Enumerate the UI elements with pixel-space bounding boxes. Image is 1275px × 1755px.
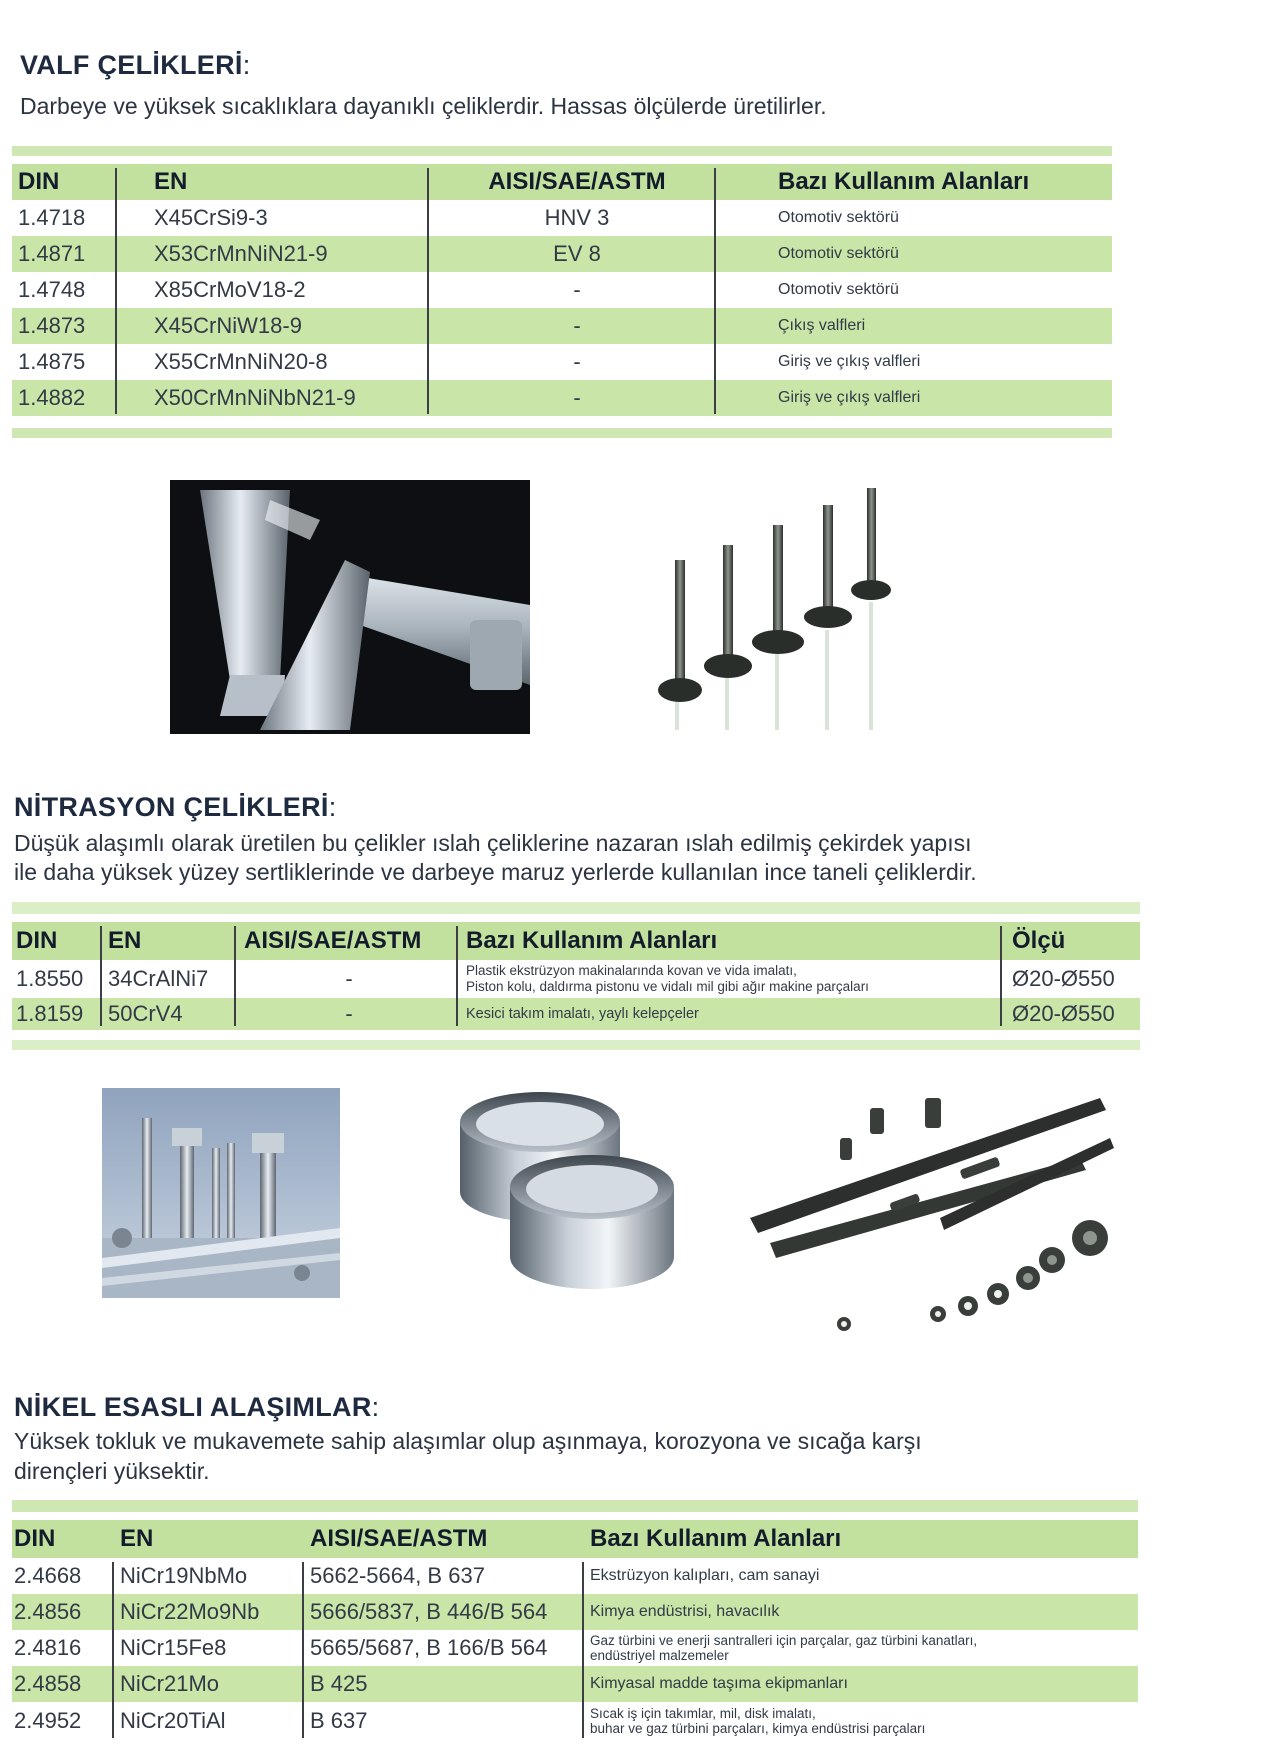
header-en: EN — [108, 927, 142, 954]
cell-usage: Kimya endüstrisi, havacılık — [590, 1603, 780, 1620]
column-divider — [112, 1562, 114, 1738]
table-header-row — [12, 164, 1112, 200]
cell-din: 2.4816 — [14, 1635, 82, 1660]
title-text: NİTRASYON ÇELİKLERİ — [14, 792, 329, 822]
column-divider — [456, 926, 458, 1026]
cell-usage: Kimyasal madde taşıma ekipmanları — [590, 1675, 848, 1692]
usage-line: Plastik ekstrüzyon makinalarında kovan ve vida imalatı, — [466, 963, 797, 978]
usage-line: endüstriyel malzemeler — [590, 1648, 729, 1663]
header-din: DIN — [18, 168, 60, 195]
cell-usage — [590, 1702, 925, 1740]
cell-usage: Ekstrüzyon kalıpları, cam sanayi — [590, 1567, 820, 1584]
cell-en: X85CrMoV18-2 — [154, 277, 306, 302]
section-description: Darbeye ve yüksek sıcaklıklara dayanıklı çeliklerdir. Hassas ölçülerde üretilirler. — [20, 93, 827, 119]
column-divider — [234, 926, 236, 1026]
cell-en: X45CrSi9-3 — [154, 205, 268, 230]
cell-din: 2.4668 — [14, 1563, 82, 1588]
cell-en: 34CrAlNi7 — [108, 966, 209, 991]
table-row — [12, 998, 1140, 1030]
valve-steels-table — [12, 164, 1112, 418]
engine-valves-photo — [655, 480, 965, 730]
cell-en: NiCr22Mo9Nb — [120, 1599, 260, 1624]
cell-en: NiCr20TiAl — [120, 1708, 226, 1733]
table-row — [12, 1630, 1138, 1666]
title-text: VALF ÇELİKLERİ — [20, 50, 243, 80]
header-din: DIN — [14, 1525, 56, 1552]
cell-size: Ø20-Ø550 — [1012, 1001, 1115, 1026]
section-description-line: ile daha yüksek yüzey sertliklerinde ve darbeye maruz yerlerde kullanılan ince taneli çeliklerdir. — [14, 859, 977, 885]
cell-aisi: - — [573, 313, 581, 338]
cell-en: NiCr19NbMo — [120, 1563, 248, 1588]
title-colon: : — [371, 1392, 380, 1422]
table-row — [12, 380, 1112, 416]
cell-en: 50CrV4 — [108, 1001, 183, 1026]
cell-aisi: 5666/5837, B 446/B 564 — [310, 1599, 548, 1624]
cell-en: X53CrMnNiN21-9 — [154, 241, 328, 266]
section-description-line: Düşük alaşımlı olarak üretilen bu çelikler ıslah çeliklerine nazaran ıslah edilmiş çekirdek yapısı — [14, 830, 972, 856]
cell-usage — [466, 960, 869, 998]
cell-usage: Otomotiv sektörü — [778, 281, 899, 298]
column-divider — [582, 1562, 584, 1738]
header-aisi: AISI/SAE/ASTM — [244, 927, 422, 954]
header-aisi: AISI/SAE/ASTM — [310, 1525, 488, 1552]
cell-usage: Otomotiv sektörü — [778, 245, 899, 262]
cell-din: 2.4858 — [14, 1671, 82, 1696]
cell-usage: Giriş ve çıkış valfleri — [778, 353, 921, 370]
steel-rings-photo — [440, 1082, 690, 1302]
header-usage: Bazı Kullanım Alanları — [778, 168, 1030, 195]
table-top-band — [12, 902, 1140, 914]
header-en: EN — [120, 1525, 154, 1552]
cell-aisi: 5662-5664, B 637 — [310, 1563, 485, 1588]
cell-din: 1.4875 — [18, 349, 86, 374]
usage-line: Gaz türbini ve enerji santralleri için parçalar, gaz türbini kanatları, — [590, 1633, 978, 1648]
header-aisi: AISI/SAE/ASTM — [488, 168, 666, 195]
cell-din: 1.8159 — [16, 1001, 84, 1026]
cell-en: NiCr21Mo — [120, 1671, 220, 1696]
cell-en: NiCr15Fe8 — [120, 1635, 227, 1660]
cell-aisi: HNV 3 — [544, 205, 610, 230]
table-row — [12, 1666, 1138, 1702]
table-row — [12, 1702, 1138, 1740]
header-size: Ölçü — [1012, 927, 1066, 954]
cell-din: 1.8550 — [16, 966, 84, 991]
bolts-fasteners-photo — [102, 1088, 340, 1298]
cell-usage — [590, 1630, 977, 1666]
table-top-band — [12, 1500, 1138, 1512]
section-title-nitriding-steels — [14, 792, 337, 823]
valve-blanks-photo — [170, 480, 530, 734]
table-header-row — [12, 1520, 1138, 1558]
cell-en: X50CrMnNiNbN21-9 — [154, 385, 356, 410]
column-divider — [115, 168, 117, 414]
cell-aisi: - — [573, 277, 581, 302]
cell-aisi: B 425 — [310, 1671, 368, 1696]
table-row — [12, 200, 1112, 236]
column-divider — [427, 168, 429, 414]
title-colon: : — [242, 50, 251, 80]
cell-en: X45CrNiW18-9 — [154, 313, 302, 338]
section-title-nickel-alloys — [14, 1392, 379, 1423]
cell-din: 1.4882 — [18, 385, 86, 410]
table-row — [12, 272, 1112, 308]
title-text: NİKEL ESASLI ALAŞIMLAR — [14, 1392, 372, 1422]
cell-din: 1.4718 — [18, 205, 86, 230]
header-en: EN — [154, 168, 188, 195]
table-bottom-band — [12, 1040, 1140, 1050]
usage-line: Piston kolu, daldırma pistonu ve vidalı mil gibi ağır makine parçaları — [466, 979, 869, 994]
cell-usage: Giriş ve çıkış valfleri — [778, 389, 921, 406]
table-row — [12, 344, 1112, 380]
table-row — [12, 1594, 1138, 1630]
usage-line: Sıcak iş için takımlar, mil, disk imalatı, — [590, 1706, 816, 1721]
title-colon: : — [328, 792, 337, 822]
cell-din: 1.4871 — [18, 241, 86, 266]
header-usage: Bazı Kullanım Alanları — [466, 927, 718, 954]
table-row — [12, 1558, 1138, 1594]
cell-din: 2.4952 — [14, 1708, 82, 1733]
cell-aisi: - — [345, 966, 353, 991]
table-row — [12, 308, 1112, 344]
table-row — [12, 236, 1112, 272]
cell-usage: Kesici takım imalatı, yaylı kelepçeler — [466, 1006, 699, 1022]
usage-line: buhar ve gaz türbini parçaları, kimya endüstrisi parçaları — [590, 1721, 926, 1736]
nickel-alloys-table — [12, 1520, 1138, 1742]
cell-aisi: 5665/5687, B 166/B 564 — [310, 1635, 548, 1660]
cell-en: X55CrMnNiN20-8 — [154, 349, 328, 374]
cell-din: 2.4856 — [14, 1599, 82, 1624]
cell-size: Ø20-Ø550 — [1012, 966, 1115, 991]
column-divider — [100, 926, 102, 1026]
cell-din: 1.4748 — [18, 277, 86, 302]
cell-din: 1.4873 — [18, 313, 86, 338]
extruder-screws-photo — [740, 1088, 1120, 1348]
nitriding-steels-table — [12, 922, 1140, 1030]
cell-aisi: B 637 — [310, 1708, 368, 1733]
column-divider — [302, 1562, 304, 1738]
cell-aisi: EV 8 — [553, 241, 601, 266]
table-row — [12, 960, 1140, 998]
header-usage: Bazı Kullanım Alanları — [590, 1525, 842, 1552]
section-title-valve-steels — [20, 50, 251, 81]
table-top-band — [12, 146, 1112, 156]
cell-aisi: - — [573, 385, 581, 410]
table-bottom-band — [12, 428, 1112, 438]
cell-usage: Otomotiv sektörü — [778, 209, 899, 226]
table-header-row — [12, 922, 1140, 960]
header-din: DIN — [16, 927, 58, 954]
cell-usage: Çıkış valfleri — [778, 317, 866, 334]
column-divider — [1000, 926, 1002, 1026]
column-divider — [714, 168, 716, 414]
cell-aisi: - — [573, 349, 581, 374]
section-description-line: dirençleri yüksektir. — [14, 1458, 210, 1484]
cell-aisi: - — [345, 1001, 353, 1026]
section-description-line: Yüksek tokluk ve mukavemete sahip alaşımlar olup aşınmaya, korozyona ve sıcağa karşı — [14, 1428, 922, 1454]
